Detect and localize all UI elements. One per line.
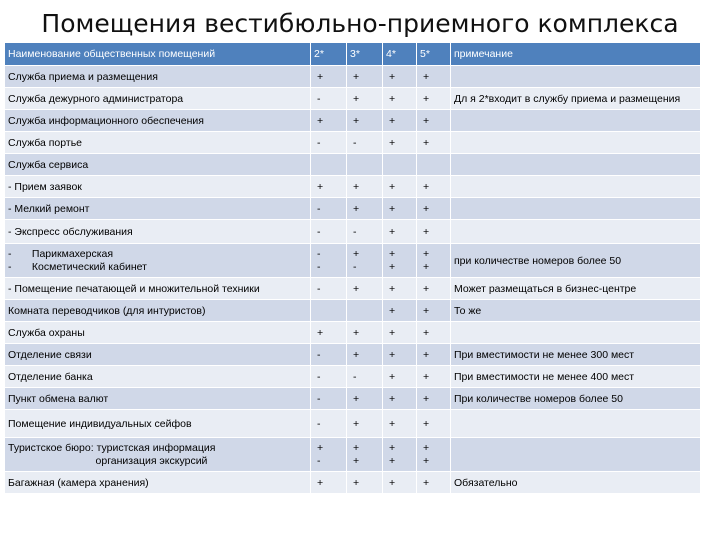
cell-s4 <box>383 66 417 88</box>
cell-line: Помещение индивидуальных сейфов <box>8 417 192 430</box>
cell-line: + <box>317 326 324 339</box>
cell-line: Отделение связи <box>8 348 92 361</box>
cell-s2 <box>311 366 347 388</box>
cell-line: - <box>317 454 321 467</box>
cell-line: Служба дежурного администратора <box>8 92 184 105</box>
cell-s2 <box>311 110 347 132</box>
cell-line: - <box>317 370 321 383</box>
cell-line: + <box>389 326 396 339</box>
cell-line: + <box>353 202 360 215</box>
cell-note <box>451 198 701 220</box>
cell-line: - <box>353 370 357 383</box>
cell-s2 <box>311 388 347 410</box>
header-name: Наименование общественных помещений <box>5 43 311 66</box>
table-body <box>5 66 701 494</box>
cell-name <box>5 198 311 220</box>
header-note: примечание <box>451 43 701 66</box>
cell-s5 <box>417 438 451 472</box>
table-row <box>5 278 701 300</box>
cell-line: + <box>389 392 396 405</box>
cell-s4 <box>383 176 417 198</box>
cell-line: + <box>317 180 324 193</box>
cell-line: + <box>389 92 396 105</box>
cell-line: + <box>353 441 360 454</box>
cell-s2 <box>311 198 347 220</box>
cell-line: - Косметический кабинет <box>8 260 147 273</box>
cell-s4 <box>383 154 417 176</box>
cell-s3 <box>347 88 383 110</box>
cell-s5 <box>417 278 451 300</box>
table-row <box>5 88 701 110</box>
cell-name <box>5 438 311 472</box>
cell-line: + <box>389 304 396 317</box>
cell-name <box>5 154 311 176</box>
cell-s5 <box>417 410 451 438</box>
rooms-table <box>4 42 701 494</box>
cell-line: + <box>353 247 360 260</box>
cell-line: - <box>317 392 321 405</box>
table-row <box>5 322 701 344</box>
cell-line: - <box>317 202 321 215</box>
cell-line: - <box>317 247 321 260</box>
cell-line: + <box>317 441 324 454</box>
cell-name <box>5 472 311 494</box>
table-header-row <box>5 43 701 66</box>
cell-s3 <box>347 110 383 132</box>
cell-s4 <box>383 344 417 366</box>
cell-s4 <box>383 110 417 132</box>
table-row <box>5 244 701 278</box>
cell-line: Пункт обмена валют <box>8 392 109 405</box>
cell-line: + <box>317 476 324 489</box>
cell-line: + <box>423 225 430 238</box>
cell-name <box>5 278 311 300</box>
cell-s5 <box>417 154 451 176</box>
cell-line: + <box>353 417 360 430</box>
cell-line: + <box>389 476 396 489</box>
cell-name <box>5 366 311 388</box>
cell-line: + <box>423 348 430 361</box>
cell-line: + <box>423 304 430 317</box>
cell-s5 <box>417 322 451 344</box>
cell-note <box>451 110 701 132</box>
cell-s2 <box>311 220 347 244</box>
table-row <box>5 220 701 244</box>
table-row <box>5 388 701 410</box>
cell-s3 <box>347 344 383 366</box>
cell-note <box>451 410 701 438</box>
cell-line: + <box>389 417 396 430</box>
cell-line: - Мелкий ремонт <box>8 202 90 215</box>
cell-line: - Помещение печатающей и множительной техники <box>8 282 260 295</box>
table-row <box>5 198 701 220</box>
header-5-stars: 5* <box>417 43 451 66</box>
cell-note: Может размещаться в бизнес-центре <box>451 278 701 300</box>
cell-line: + <box>389 441 396 454</box>
cell-s4 <box>383 244 417 278</box>
cell-s2 <box>311 472 347 494</box>
cell-s3 <box>347 278 383 300</box>
cell-s3 <box>347 66 383 88</box>
cell-line: + <box>389 180 396 193</box>
cell-s3 <box>347 410 383 438</box>
table-row <box>5 344 701 366</box>
cell-s2 <box>311 278 347 300</box>
cell-s5 <box>417 66 451 88</box>
cell-note <box>451 220 701 244</box>
cell-note: при количестве номеров более 50 <box>451 244 701 278</box>
cell-line: + <box>423 417 430 430</box>
cell-line: - <box>353 260 357 273</box>
cell-line: + <box>389 136 396 149</box>
header-3-stars: 3* <box>347 43 383 66</box>
cell-line: - <box>317 417 321 430</box>
cell-line: Служба приема и размещения <box>8 70 158 83</box>
cell-note <box>451 132 701 154</box>
cell-s3 <box>347 220 383 244</box>
cell-s2 <box>311 322 347 344</box>
cell-line: + <box>389 247 396 260</box>
table-row <box>5 66 701 88</box>
cell-note: Обязательно <box>451 472 701 494</box>
cell-s2 <box>311 88 347 110</box>
cell-line: + <box>389 70 396 83</box>
table-row <box>5 438 701 472</box>
cell-note: Дл я 2*входит в службу приема и размещения <box>451 88 701 110</box>
cell-s5 <box>417 344 451 366</box>
header-4-stars: 4* <box>383 43 417 66</box>
cell-s2 <box>311 344 347 366</box>
cell-line: + <box>353 92 360 105</box>
cell-line: Туристское бюро: туристская информация <box>8 441 216 454</box>
cell-s4 <box>383 322 417 344</box>
cell-s4 <box>383 198 417 220</box>
cell-line: + <box>423 114 430 127</box>
cell-line: + <box>353 392 360 405</box>
cell-line: + <box>353 326 360 339</box>
cell-line: + <box>353 180 360 193</box>
cell-note: При количестве номеров более 50 <box>451 388 701 410</box>
cell-s5 <box>417 88 451 110</box>
cell-line: - <box>317 136 321 149</box>
cell-name <box>5 132 311 154</box>
cell-line: + <box>423 202 430 215</box>
table-row <box>5 366 701 388</box>
cell-line: + <box>353 348 360 361</box>
table-row <box>5 410 701 438</box>
cell-line: + <box>423 392 430 405</box>
cell-line: + <box>423 180 430 193</box>
cell-line: + <box>389 348 396 361</box>
cell-s5 <box>417 388 451 410</box>
cell-name <box>5 244 311 278</box>
cell-s2 <box>311 244 347 278</box>
cell-s4 <box>383 472 417 494</box>
cell-note <box>451 176 701 198</box>
cell-s3 <box>347 438 383 472</box>
cell-s5 <box>417 132 451 154</box>
cell-s4 <box>383 366 417 388</box>
cell-line: + <box>389 370 396 383</box>
cell-line: + <box>353 454 360 467</box>
table-row <box>5 472 701 494</box>
cell-line: + <box>423 282 430 295</box>
cell-s3 <box>347 472 383 494</box>
cell-line: + <box>317 114 324 127</box>
cell-line: + <box>423 326 430 339</box>
header-2-stars: 2* <box>311 43 347 66</box>
cell-s2 <box>311 438 347 472</box>
cell-s3 <box>347 198 383 220</box>
cell-name <box>5 110 311 132</box>
cell-s3 <box>347 388 383 410</box>
cell-line: + <box>423 441 430 454</box>
cell-line: Комната переводчиков (для интуристов) <box>8 304 206 317</box>
cell-name <box>5 220 311 244</box>
cell-note <box>451 438 701 472</box>
cell-line: + <box>353 114 360 127</box>
cell-line: + <box>389 225 396 238</box>
cell-line: - <box>317 92 321 105</box>
cell-line: + <box>423 476 430 489</box>
cell-name <box>5 322 311 344</box>
cell-s5 <box>417 366 451 388</box>
cell-line: + <box>423 70 430 83</box>
cell-line: + <box>423 454 430 467</box>
cell-name <box>5 300 311 322</box>
table-row <box>5 110 701 132</box>
cell-s3 <box>347 300 383 322</box>
cell-s2 <box>311 300 347 322</box>
cell-line: + <box>389 260 396 273</box>
cell-note <box>451 154 701 176</box>
cell-s4 <box>383 278 417 300</box>
cell-line: + <box>389 282 396 295</box>
cell-s3 <box>347 244 383 278</box>
cell-s5 <box>417 176 451 198</box>
cell-note: При вместимости не менее 300 мест <box>451 344 701 366</box>
cell-line: Служба охраны <box>8 326 85 339</box>
cell-line: + <box>423 247 430 260</box>
cell-line: - <box>317 348 321 361</box>
cell-line: организация экскурсий <box>8 454 208 467</box>
cell-s4 <box>383 410 417 438</box>
cell-note: При вместимости не менее 400 мест <box>451 366 701 388</box>
cell-s4 <box>383 300 417 322</box>
cell-s5 <box>417 198 451 220</box>
cell-line: - Прием заявок <box>8 180 82 193</box>
cell-s2 <box>311 132 347 154</box>
cell-line: - <box>317 225 321 238</box>
cell-s2 <box>311 154 347 176</box>
page-title: Помещения вестибюльно-приемного комплекса <box>41 9 679 38</box>
cell-line: Служба сервиса <box>8 158 89 171</box>
cell-s4 <box>383 438 417 472</box>
cell-line: - <box>317 260 321 273</box>
cell-line: - Парикмахерская <box>8 247 114 260</box>
cell-s5 <box>417 300 451 322</box>
cell-s4 <box>383 132 417 154</box>
cell-s4 <box>383 220 417 244</box>
cell-s3 <box>347 322 383 344</box>
cell-note <box>451 322 701 344</box>
cell-line: Служба портье <box>8 136 83 149</box>
cell-line: Багажная (камера хранения) <box>8 476 149 489</box>
cell-note: То же <box>451 300 701 322</box>
cell-s3 <box>347 154 383 176</box>
cell-name <box>5 388 311 410</box>
cell-line: + <box>423 136 430 149</box>
table-row <box>5 154 701 176</box>
cell-line: + <box>389 454 396 467</box>
cell-line: + <box>423 370 430 383</box>
cell-s5 <box>417 110 451 132</box>
cell-line: + <box>353 70 360 83</box>
cell-s5 <box>417 220 451 244</box>
cell-line: - <box>353 136 357 149</box>
cell-name <box>5 410 311 438</box>
cell-line: - <box>317 282 321 295</box>
cell-s4 <box>383 388 417 410</box>
cell-name <box>5 344 311 366</box>
cell-line: + <box>353 282 360 295</box>
cell-line: + <box>353 476 360 489</box>
cell-s5 <box>417 472 451 494</box>
cell-s5 <box>417 244 451 278</box>
cell-line: - Экспресс обслуживания <box>8 225 133 238</box>
cell-note <box>451 66 701 88</box>
cell-name <box>5 66 311 88</box>
cell-line: Отделение банка <box>8 370 93 383</box>
cell-s3 <box>347 176 383 198</box>
cell-line: + <box>317 70 324 83</box>
cell-s3 <box>347 366 383 388</box>
table-row <box>5 176 701 198</box>
cell-s2 <box>311 176 347 198</box>
cell-line: + <box>423 260 430 273</box>
cell-s4 <box>383 88 417 110</box>
cell-line: + <box>389 114 396 127</box>
cell-name <box>5 88 311 110</box>
cell-line: Служба информационного обеспечения <box>8 114 204 127</box>
cell-line: - <box>353 225 357 238</box>
cell-line: + <box>389 202 396 215</box>
cell-name <box>5 176 311 198</box>
cell-s2 <box>311 410 347 438</box>
cell-line: + <box>423 92 430 105</box>
cell-s2 <box>311 66 347 88</box>
cell-s3 <box>347 132 383 154</box>
table-row <box>5 300 701 322</box>
table-row <box>5 132 701 154</box>
